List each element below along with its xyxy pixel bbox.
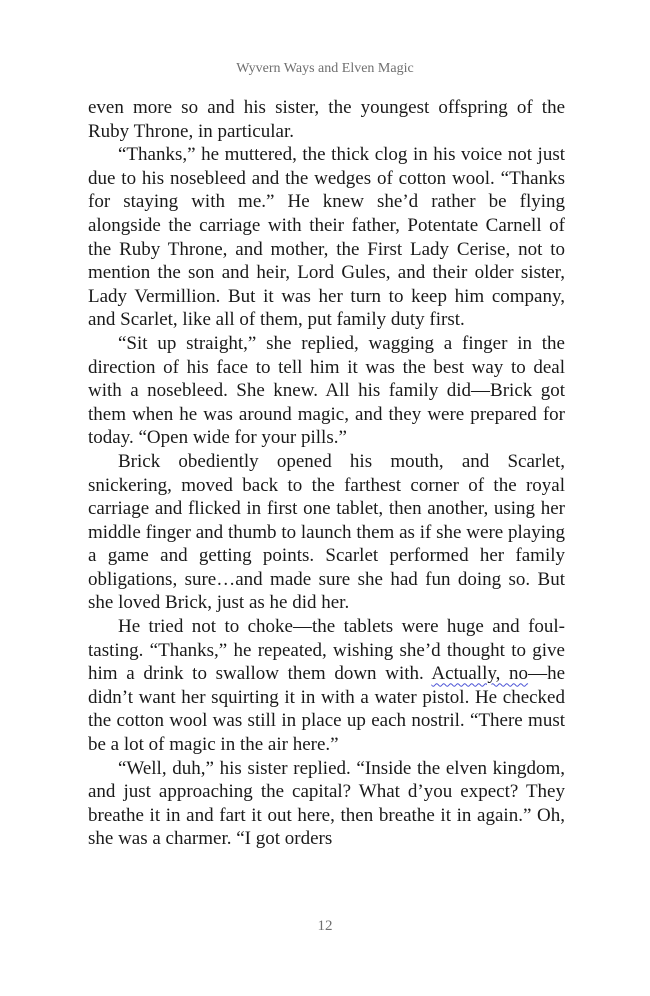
paragraph-5-before: He tried not to choke—the tablets were huge and foul-tasting. “Thanks,” he repeated, wishing she’d thought to give him a drink to swallow them down with. [88, 616, 565, 685]
paragraph-4: Brick obediently opened his mouth, and Scarlet, snickering, moved back to the farthest corner of the royal carriage and flicked in first one tablet, then another, using her middle finger and thumb to launch them as if she were playing a game and getting points. Scarlet performed her family obligations, sure…and made sure she had fun doing so. But she loved Brick, just as he did her. [88, 450, 565, 614]
paragraph-1: even more so and his sister, the youngest offspring of the Ruby Throne, in particular. [88, 97, 565, 142]
paragraph-2: “Thanks,” he muttered, the thick clog in his voice not just due to his nosebleed and the wedges of cotton wool. “Thanks for staying with me.” He knew she’d rather be flying alongside the carriage with their father, Potentate Carnell of the Ruby Throne, and mother, the First Lady Cerise, not to mention the son and heir, Lord Gules, and their older sister, Lady Vermillion. But it was her turn to keep him company, and Scarlet, like all of them, put family duty first. [88, 144, 565, 331]
paragraph-3: “Sit up straight,” she replied, wagging a finger in the direction of his face to tell him it was the best way to deal with a nosebleed. She knew. All his family did—Brick got them when he was around magic, and they were prepared for today. “Open wide for your pills.” [88, 332, 565, 449]
paragraph-5 [88, 615, 565, 757]
spellcheck-flagged-text[interactable]: Actually, no [431, 663, 529, 685]
paragraph-6: “Well, duh,” his sister replied. “Inside the elven kingdom, and just approaching the capital? What d’you expect? They breathe it in and fart it out here, then breathe it in again.” Oh, she was a charmer. “I got orders [88, 757, 565, 850]
running-header: Wyvern Ways and Elven Magic [236, 61, 414, 76]
paragraph-5-after: —he didn’t want her squirting it in with a water pistol. He checked the cotton wool was still in place up each nostril. “There must be a lot of magic in the air here.” [88, 663, 565, 756]
body-text [88, 96, 565, 851]
page-number: 12 [317, 918, 333, 934]
